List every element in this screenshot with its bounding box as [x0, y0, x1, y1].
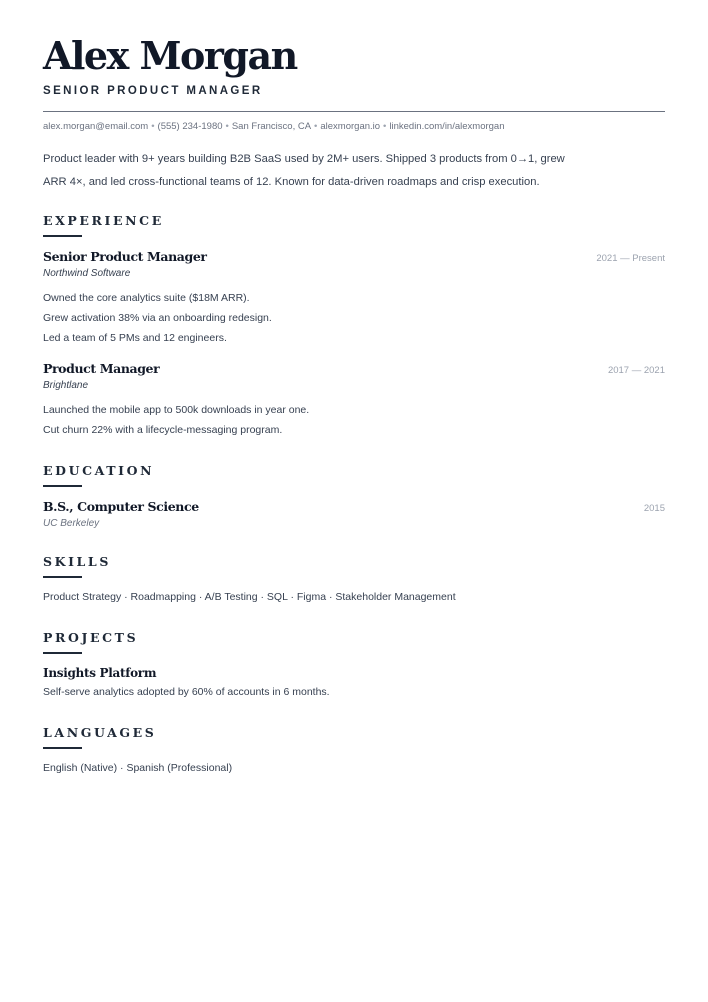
- section-divider: [43, 747, 82, 749]
- section-divider: [43, 652, 82, 654]
- job-bullets: [43, 288, 665, 348]
- contact-separator: •: [151, 121, 155, 132]
- job-bullet: Led a team of 5 PMs and 12 engineers.: [43, 332, 227, 344]
- project-name: Insights Platform: [43, 666, 157, 680]
- contact-website[interactable]: alexmorgan.io: [320, 121, 381, 132]
- education-section: [43, 462, 665, 531]
- summary-line: Product leader with 9+ years building B2B SaaS used by 2M+ users. Shipped 3 products from 0→1, grew: [43, 153, 565, 165]
- skills-list: Product Strategy · Roadmapping · A/B Testing · SQL · Figma · Stakeholder Management: [43, 591, 456, 603]
- job-title: Senior Product Manager: [43, 249, 207, 264]
- contact-separator: •: [383, 121, 387, 132]
- contact-line: [43, 120, 665, 134]
- summary-line: ARR 4×, and led cross-functional teams of 12. Known for data-driven roadmaps and crisp execution.: [43, 176, 540, 188]
- section-divider: [43, 485, 82, 487]
- section-title-languages: LANGUAGES: [43, 725, 157, 740]
- section-divider: [43, 576, 82, 578]
- project-description: Self-serve analytics adopted by 60% of accounts in 6 months.: [43, 686, 330, 698]
- contact-phone: (555) 234-1980: [157, 121, 223, 132]
- job-company: Brightlane: [43, 380, 89, 391]
- section-title-skills: SKILLS: [43, 554, 111, 569]
- skills-section: [43, 553, 665, 605]
- header-divider: [43, 111, 665, 112]
- job-company: Northwind Software: [43, 268, 131, 279]
- job-dates: 2021 — Present: [596, 253, 665, 264]
- job-dates: 2017 — 2021: [607, 365, 665, 376]
- contact-email[interactable]: alex.morgan@email.com: [43, 121, 149, 132]
- job-bullet: Owned the core analytics suite ($18M ARR).: [43, 292, 250, 304]
- job-bullet: Launched the mobile app to 500k downloads in year one.: [43, 404, 310, 416]
- education-year: 2015: [643, 503, 665, 514]
- contact-linkedin[interactable]: linkedin.com/in/alexmorgan: [389, 121, 505, 132]
- job-bullets: [43, 400, 665, 440]
- contact-separator: •: [314, 121, 318, 132]
- job-bullet: Cut churn 22% with a lifecycle-messaging program.: [43, 424, 283, 436]
- job-title: Product Manager: [43, 361, 160, 376]
- projects-section: [43, 629, 665, 700]
- education-school: UC Berkeley: [43, 518, 100, 529]
- section-title-experience: EXPERIENCE: [43, 213, 164, 228]
- section-title-projects: PROJECTS: [43, 630, 139, 645]
- candidate-role: SENIOR PRODUCT MANAGER: [43, 85, 263, 97]
- job-bullet: Grew activation 38% via an onboarding redesign.: [43, 312, 272, 324]
- job-entry: [43, 248, 665, 348]
- section-title-education: EDUCATION: [43, 463, 155, 478]
- languages-section: [43, 724, 665, 776]
- experience-section: [43, 212, 665, 440]
- candidate-name: Alex Morgan: [43, 33, 297, 78]
- job-entry: [43, 360, 665, 440]
- summary: [43, 148, 643, 194]
- contact-separator: •: [225, 121, 229, 132]
- education-entry: [43, 498, 665, 531]
- education-degree: B.S., Computer Science: [43, 499, 199, 514]
- contact-location: San Francisco, CA: [231, 121, 312, 132]
- section-divider: [43, 235, 82, 237]
- languages-list: English (Native) · Spanish (Professional): [43, 762, 233, 774]
